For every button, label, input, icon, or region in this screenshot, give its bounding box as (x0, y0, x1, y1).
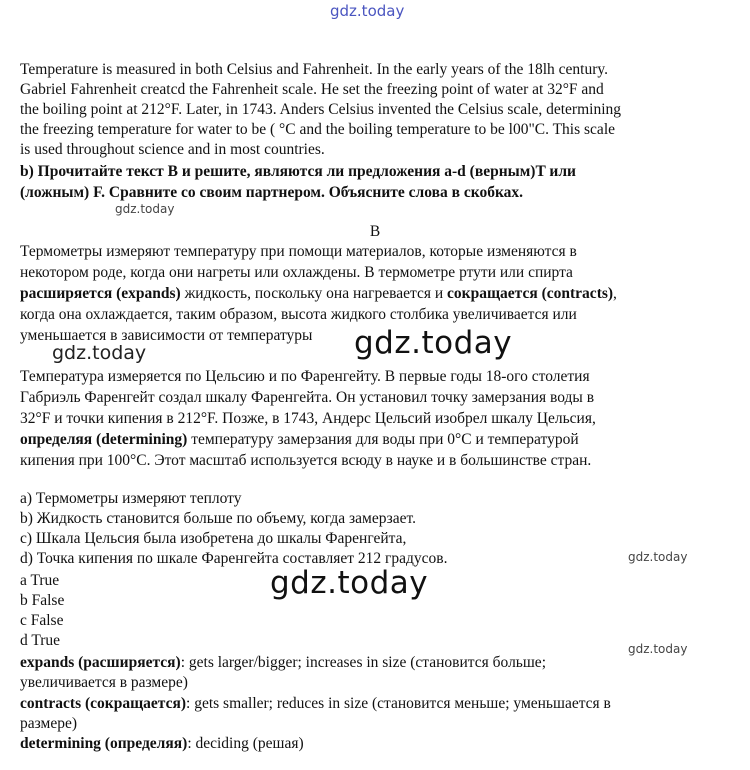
translation-line: кипения при 100°C. Этот масштаб используется всюду в науке и в большинстве стран. (20, 452, 592, 469)
english-text-line: Temperature is measured in both Celsius and Fahrenheit. In the early years of the 18lh century. (20, 61, 609, 78)
watermark-small: gdz.today (115, 202, 175, 216)
answer-item: b False (20, 592, 65, 609)
translation-text: жидкость, поскольку она нагревается и (180, 285, 448, 302)
watermark-large: gdz.today (354, 325, 513, 361)
statement-item: a) Термометры измеряют теплоту (20, 490, 242, 507)
watermark-medium: gdz.today (52, 342, 147, 364)
watermark-small: gdz.today (628, 550, 688, 564)
translation-line: уменьшается в зависимости от температуры (20, 327, 313, 344)
vocab-definition: увеличивается в размере) (20, 674, 188, 691)
vocab-term: determining (определяя) (20, 735, 188, 752)
answer-item: d True (20, 632, 61, 649)
english-text-line: Gabriel Fahrenheit creatcd the Fahrenheit scale. He set the freezing point of water at 32°F and (20, 81, 604, 98)
vocab-entry (20, 694, 611, 714)
watermark-small: gdz.today (628, 642, 688, 656)
task-instruction: b) Прочитайте текст B и решите, являются ли предложения a-d (верным)T или (20, 163, 576, 180)
vocab-definition: : deciding (решая) (187, 735, 304, 752)
translation-line (20, 284, 617, 304)
translation-line: 32°F и точки кипения в 212°F. Позже, в 1743, Андерс Цельсий изобрел шкалу Цельсия, (20, 410, 596, 427)
translation-line: Габриэль Фаренгейт создал шкалу Фаренгейта. Он установил точку замерзания воды в (20, 389, 595, 406)
watermark-large: gdz.today (270, 565, 429, 601)
translation-line (20, 430, 579, 450)
english-text-line: is used throughout science and in most countries. (20, 141, 325, 158)
answer-item: a True (20, 572, 60, 589)
vocab-definition: : gets larger/bigger; increases in size (становится больше; (180, 654, 546, 671)
vocab-entry (20, 653, 546, 673)
term-contracts: сокращается (contracts) (447, 285, 614, 302)
translation-line: Термометры измеряют температуру при помощи материалов, которые изменяются в (20, 243, 577, 260)
english-text-line: the freezing temperature for water to be ( °C and the boiling temperature to be l00"C. This scale (20, 121, 616, 138)
task-instruction: (ложным) F. Сравните со своим партнером. Объясните слова в скобках. (20, 184, 524, 201)
statement-item: d) Точка кипения по шкале Фаренгейта составляет 212 градусов. (20, 550, 448, 567)
translation-text: температуру замерзания для воды при 0°C и температурой (187, 431, 579, 448)
section-label: B (369, 223, 381, 240)
translation-line: некотором роде, когда они нагреты или охлаждены. В термометре ртути или спирта (20, 264, 573, 281)
english-text-line: the boiling point at 212°F. Later, in 1743. Anders Celsius invented the Celsius scale, determining (20, 101, 621, 118)
translation-line: Температура измеряется по Цельсию и по Фаренгейту. В первые годы 18-ого столетия (20, 368, 590, 385)
statement-item: c) Шкала Цельсия была изобретена до шкалы Фаренгейта, (20, 530, 407, 547)
vocab-definition: : gets smaller; reduces in size (становится меньше; уменьшается в (186, 695, 611, 712)
vocab-definition: размере) (20, 715, 78, 732)
translation-line: когда она охлаждается, таким образом, высота жидкого столбика увеличивается или (20, 306, 577, 323)
statement-item: b) Жидкость становится больше по объему, когда замерзает. (20, 510, 417, 527)
answer-item: c False (20, 612, 64, 629)
term-determining: определяя (determining) (20, 431, 188, 448)
vocab-term: expands (расширяется) (20, 654, 181, 671)
vocab-term: contracts (сокращается) (20, 695, 187, 712)
vocab-entry (20, 734, 304, 754)
watermark-top: gdz.today (330, 2, 405, 20)
term-expands: расширяется (expands) (20, 285, 181, 302)
translation-text: , (613, 285, 617, 302)
